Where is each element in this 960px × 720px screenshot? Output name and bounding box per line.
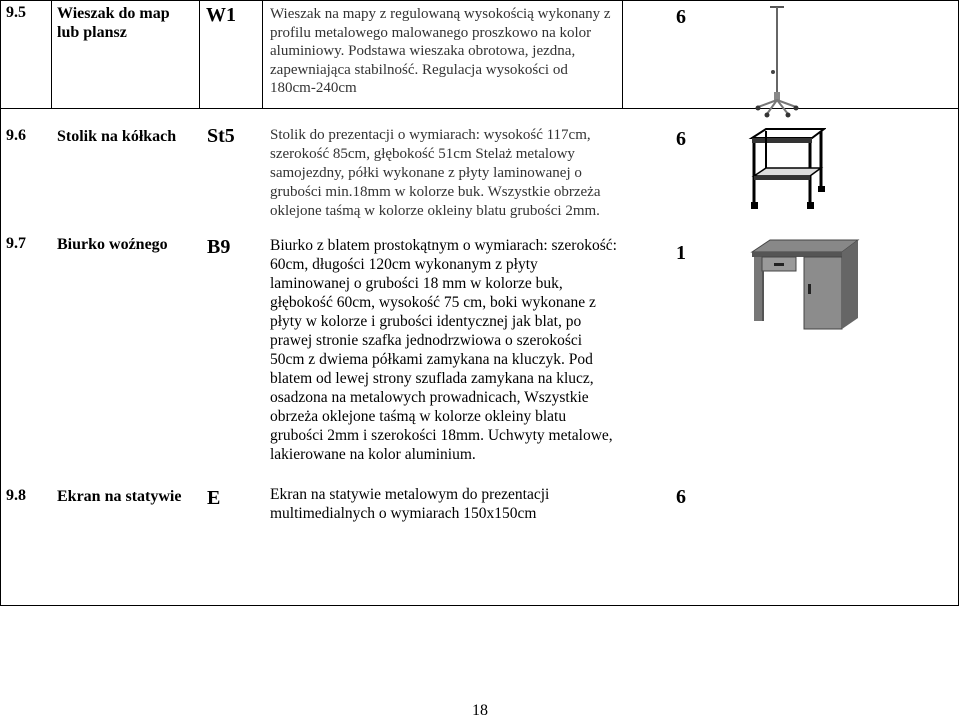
item-description: Ekran na statywie metalowym do prezentacji multimedialnych o wymiarach 150x150cm [270,486,550,522]
col-divider [262,0,263,108]
col-divider [51,0,52,108]
item-name: Biurko woźnego [57,236,168,253]
item-code: B9 [207,236,231,258]
item-name: Ekran na statywie [57,488,182,505]
row-number: 9.7 [6,235,26,252]
item-quantity: 6 [676,128,686,150]
col-divider [622,0,623,108]
row-divider [0,108,959,109]
item-description: Wieszak na mapy z regulowaną wysokością wykonany z profilu metalowego malowanego proszkowo na kolor aluminiowy. Podstawa wieszaka obrotowa, jezdna, zapewniająca stabilność. Regulacja wysokości od 180cm-240cm [270,6,611,96]
desk-image [750,238,860,336]
page-number: 18 [472,702,488,719]
item-name: Stolik na kółkach [57,128,177,145]
rolling-table-image [746,126,826,212]
item-description: Biurko z blatem prostokątnym o wymiarach: szerokość: 60cm, długości 120cm wykonanym z płyty laminowanej o grubości 18 mm w kolorze buk, głębokość 60cm, wysokość 75 cm, boki wykonane z płyty w kolorze i grubości identycznej jak blat, po prawej stronie szafka jednodrzwiowa o szerokości 50cm z dwiema półkami zamykana na kluczyk. Pod blatem od lewej strony szuflada zamykana na klucz, osadzona na metalowych prowadnicach, Wszystkie obrzeża oklejone taśmą w kolorze okleiny blatu grubości 2mm i szerokości 18mm. Uchwyty metalowe, lakierowane na kolor aluminium. [270,237,617,463]
item-code: E [207,487,221,509]
item-code: St5 [207,125,235,147]
row-number: 9.5 [6,4,26,21]
table-border-top [0,0,959,1]
row-number: 9.6 [6,127,26,144]
table-border-right [958,0,959,605]
map-stand-image [740,4,810,118]
item-code: W1 [206,4,236,26]
item-name: Wieszak do map lub plansz [57,5,170,41]
table-border-bottom [0,605,959,606]
item-description: Stolik do prezentacji o wymiarach: wysokość 117cm, szerokość 85cm, głębokość 51cm Stelaż metalowy samojezdny, półki wykonane z płyty laminowanej o grubości min.18mm w kolorze buk. Wszystkie obrzeża oklejone taśmą w kolorze okleiny blatu grubości 2mm. [270,127,601,219]
item-quantity: 6 [676,6,686,28]
item-quantity: 1 [676,242,686,264]
row-number: 9.8 [6,487,26,504]
col-divider [199,0,200,108]
item-quantity: 6 [676,486,686,508]
table-border-left [0,0,1,605]
